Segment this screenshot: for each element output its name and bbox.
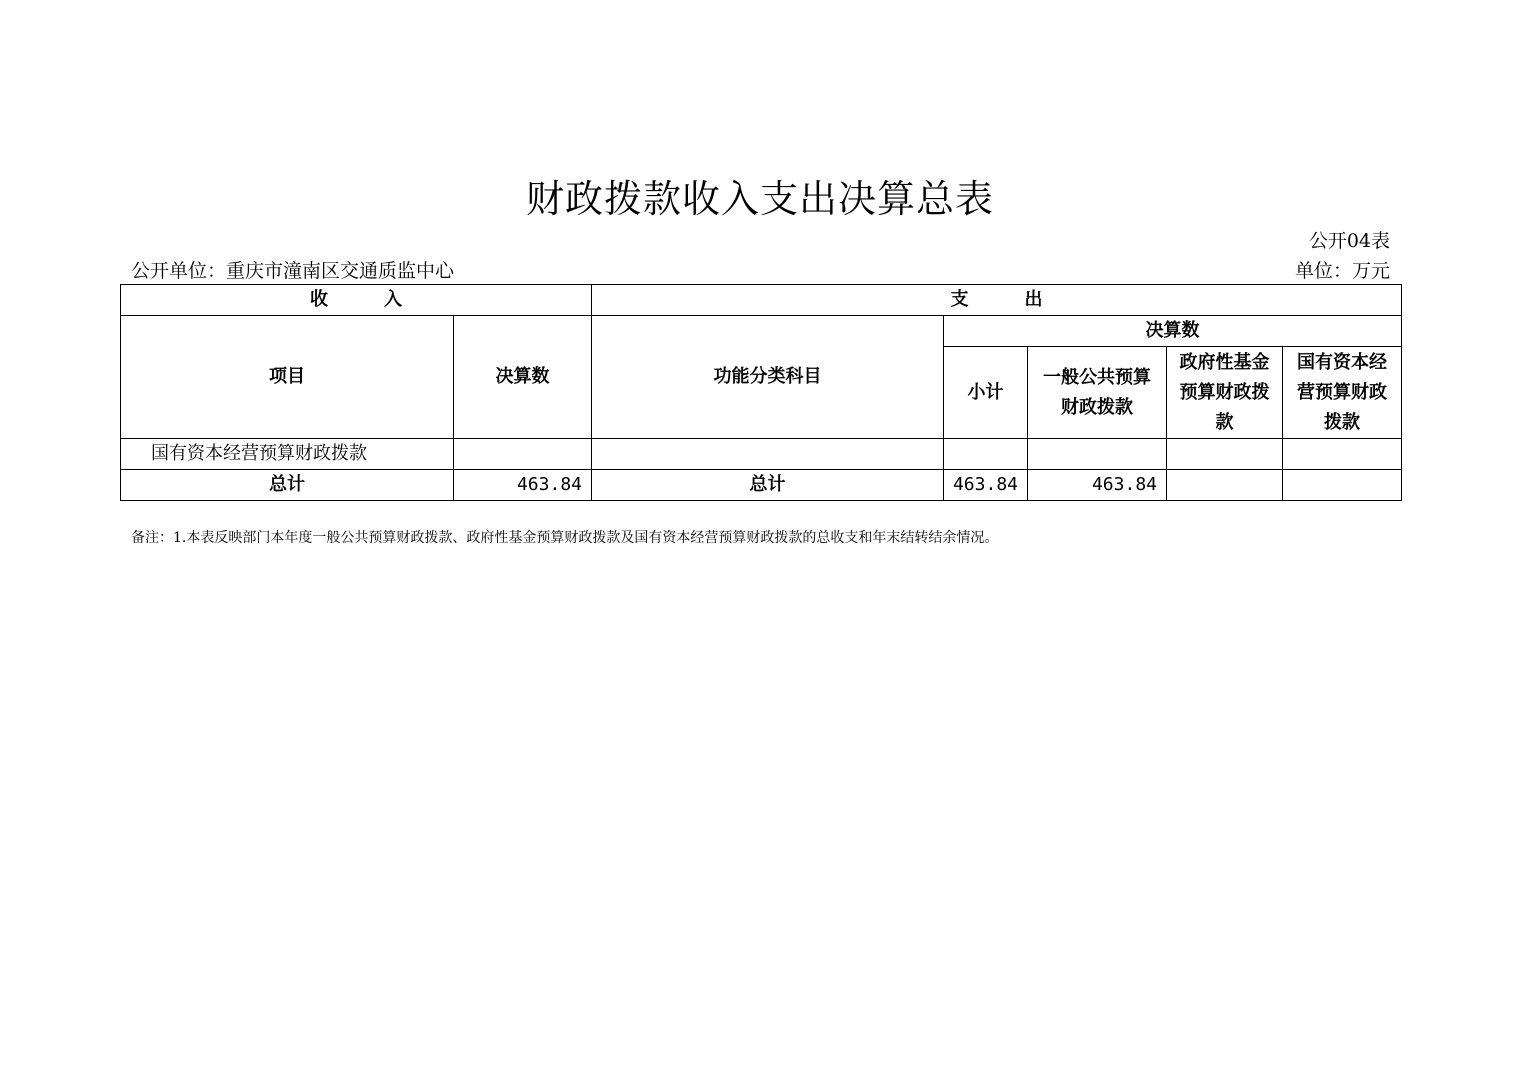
- total-function-label: 总计: [592, 470, 944, 501]
- total-gov-fund: [1167, 470, 1283, 501]
- total-item-label: 总计: [121, 470, 454, 501]
- total-amount: 463.84: [454, 470, 592, 501]
- column-header-subtotal: 小计: [944, 347, 1028, 439]
- reporting-unit: 公开单位：重庆市潼南区交通质监中心: [131, 260, 455, 282]
- expense-header-char-2: 出: [1024, 289, 1043, 310]
- page-title: 财政拨款收入支出决算总表: [525, 177, 994, 221]
- row-function: [592, 439, 944, 470]
- income-header-char-1: 收: [310, 289, 328, 310]
- section-header-row: [121, 285, 1402, 316]
- row-subtotal: [944, 439, 1028, 470]
- total-row: [121, 470, 1402, 501]
- row-general-budget: [1028, 439, 1167, 470]
- total-general-budget: 463.84: [1028, 470, 1167, 501]
- total-subtotal: 463.84: [944, 470, 1028, 501]
- currency-unit: 单位：万元: [1294, 260, 1390, 282]
- column-header-row-1: [121, 316, 1402, 347]
- column-header-gov-fund: 政府性基金预算财政拨款: [1167, 347, 1283, 439]
- row-amount: [454, 439, 592, 470]
- table-row: [121, 439, 1402, 470]
- column-header-amount: 决算数: [454, 316, 592, 439]
- total-state-capital: [1283, 470, 1402, 501]
- row-item: 国有资本经营预算财政拨款: [121, 439, 454, 470]
- column-header-state-capital: 国有资本经营预算财政拨款: [1283, 347, 1402, 439]
- column-header-item: 项目: [121, 316, 454, 439]
- column-header-final-group: 决算数: [944, 316, 1402, 347]
- expense-section-header: [592, 285, 1402, 316]
- column-header-function: 功能分类科目: [592, 316, 944, 439]
- income-header-char-2: 入: [384, 289, 402, 310]
- row-gov-fund: [1167, 439, 1283, 470]
- expense-header-char-1: 支: [950, 289, 969, 310]
- form-number: 公开04表: [1308, 230, 1390, 252]
- footnote: 备注：1.本表反映部门本年度一般公共预算财政拨款、政府性基金预算财政拨款及国有资本经营预算财政拨款的总收支和年末结转结余情况。: [131, 530, 999, 546]
- budget-table: [120, 284, 1402, 501]
- column-header-general-budget: 一般公共预算财政拨款: [1028, 347, 1167, 439]
- row-state-capital: [1283, 439, 1402, 470]
- income-section-header: [121, 285, 592, 316]
